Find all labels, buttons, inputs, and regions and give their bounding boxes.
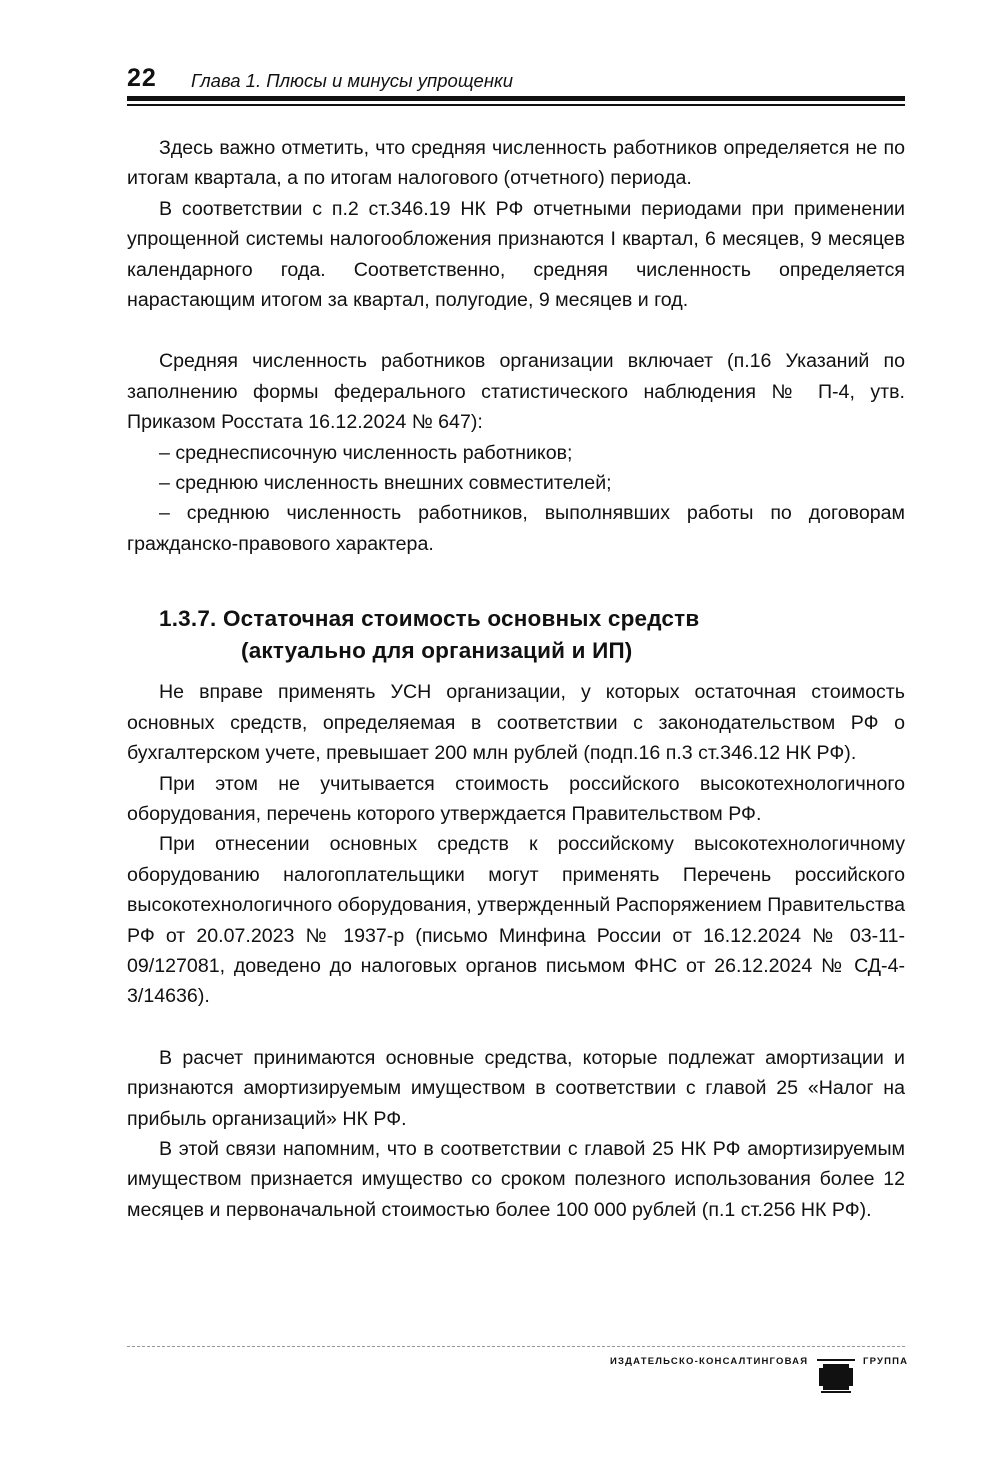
publisher-logo-icon <box>815 1354 857 1396</box>
paragraph: В соответствии с п.2 ст.346.19 НК РФ отчетными периодами при применении упрощенной системы налогообложения признаются I квартал, 6 месяцев, 9 месяцев календарного года. Соответственно, средняя численность определяется нарастающим итогом за квартал, полугодие, 9 месяцев и год. <box>127 197 905 312</box>
section-title-line2: (актуально для организаций и ИП) <box>241 638 633 664</box>
header-rule-thick <box>127 96 905 101</box>
list-item: – среднюю численность работников, выполнявших работы по договорам гражданско-правового характера. <box>127 502 905 555</box>
footer-rule <box>127 1346 905 1347</box>
list-item: – среднюю численность внешних совместителей; <box>159 472 612 495</box>
paragraph: При отнесении основных средств к российскому высокотехнологичному оборудованию налогоплательщики могут применять Перечень российского высокотехнологичного оборудования, утвержденный Распоряжением Правительства РФ от 20.07.2023 № 1937-р (письмо Минфина России от 16.12.2024 № 03-11-09/127081, доведено до налоговых органов письмом ФНС от 26.12.2024 № СД-4-3/14636). <box>127 833 905 1008</box>
paragraph: В этой связи напомним, что в соответствии с главой 25 НК РФ амортизируемым имуществом признается имущество со сроком полезного использования более 12 месяцев и первоначальной стоимостью более 100 000 рублей (п.1 ст.256 НК РФ). <box>127 1137 905 1221</box>
publisher-group: ГРУППА <box>863 1356 909 1367</box>
list-item: – среднесписочную численность работников; <box>159 441 573 464</box>
section-title-line1: 1.3.7. Остаточная стоимость основных средств <box>159 606 700 632</box>
section-heading <box>127 603 905 667</box>
header-rule-thin <box>127 104 905 106</box>
paragraph: Здесь важно отметить, что средняя численность работников определяется не по итогам квартала, а по итогам налогового (отчетного) периода. <box>127 137 905 190</box>
includes-intro: Средняя численность работников организации включает (п.16 Указаний по заполнению формы федерального статистического наблюдения № П-4, утв. Приказом Росстата 16.12.2024 № 647): <box>127 350 905 434</box>
paragraph: При этом не учитывается стоимость российского высокотехнологичного оборудования, перечень которого утверждается Правительством РФ. <box>127 772 905 825</box>
publisher-mark <box>610 1352 910 1402</box>
chapter-title: Глава 1. Плюсы и минусы упрощенки <box>191 70 514 91</box>
page-number: 22 <box>127 64 157 92</box>
page-body <box>127 133 905 1225</box>
running-header <box>127 62 905 96</box>
paragraph: В расчет принимаются основные средства, которые подлежат амортизации и признаются амортизируемым имуществом в соответствии с главой 25 «Налог на прибыль организаций» НК РФ. <box>127 1046 905 1130</box>
paragraph: Не вправе применять УСН организации, у которых остаточная стоимость основных средств, определяемая в соответствии с законодательством РФ о бухгалтерском учете, превышает 200 млн рублей (подп.16 п.3 ст.346.12 НК РФ). <box>127 681 905 765</box>
publisher-name: ИЗДАТЕЛЬСКО-КОНСАЛТИНГОВАЯ <box>610 1356 809 1367</box>
